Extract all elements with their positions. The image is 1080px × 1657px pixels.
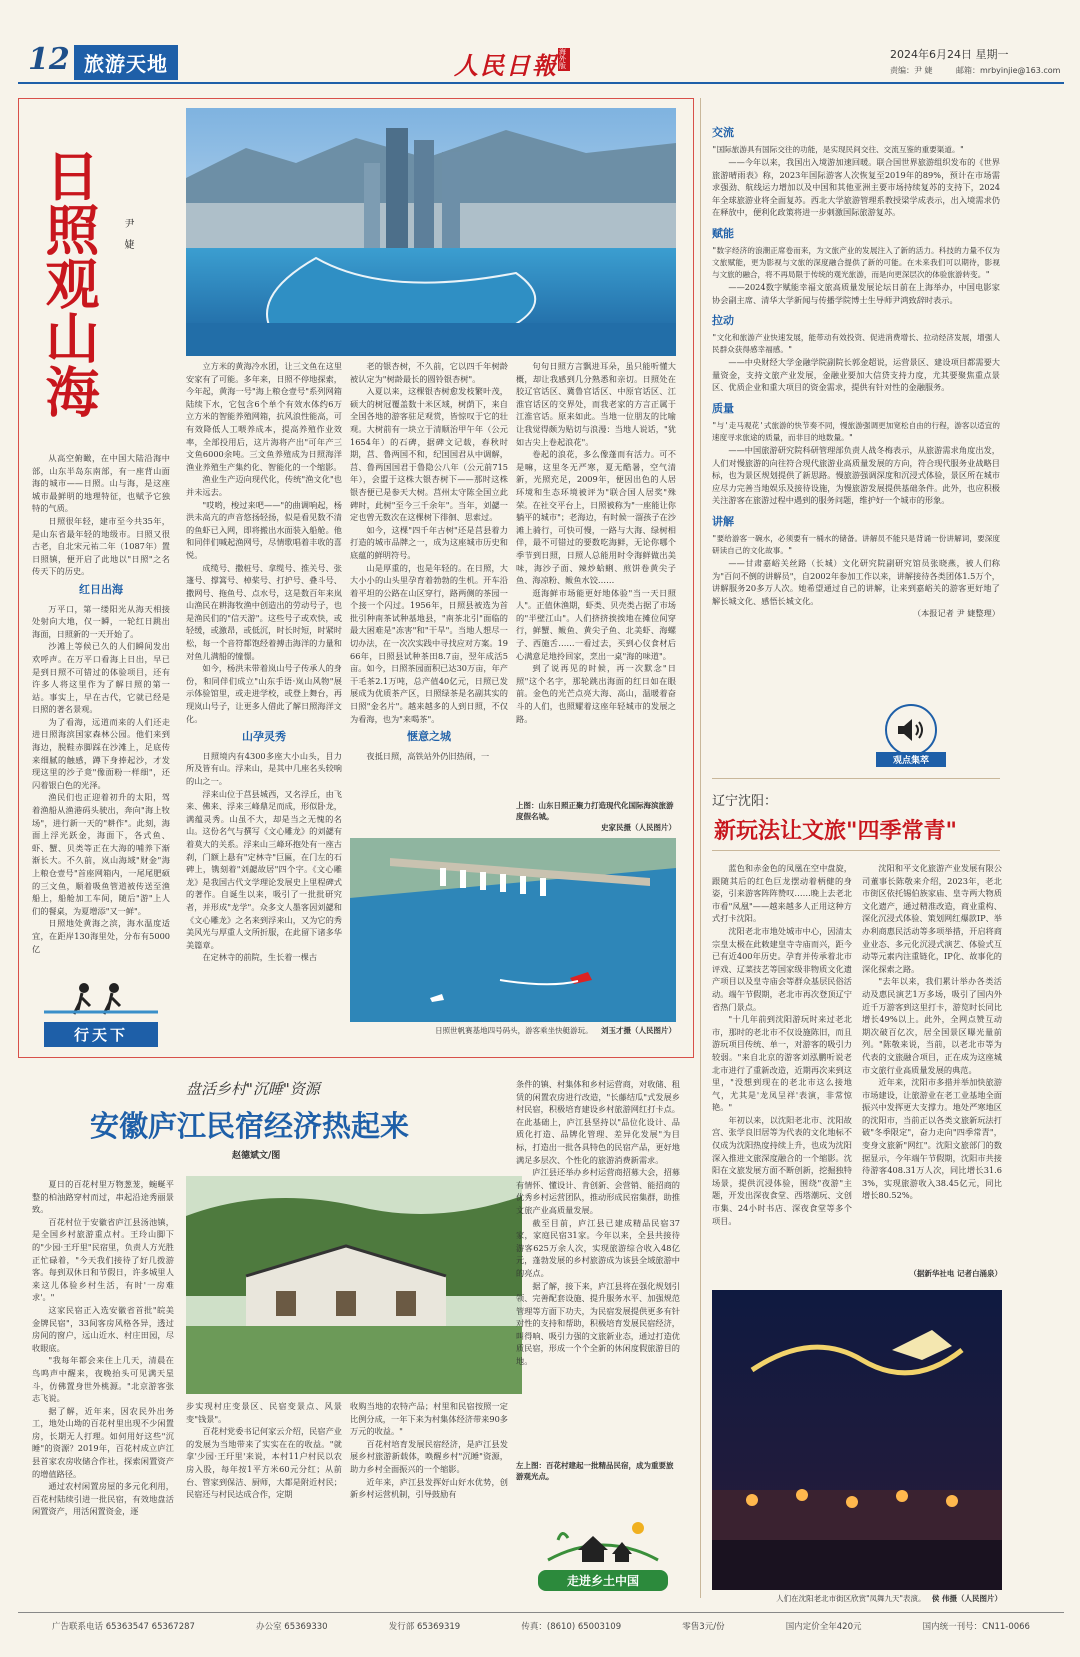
quote-section-title: 交流 [712,126,734,139]
page-header [18,38,1064,82]
quote-body: ——中国旅游研究院科研管理部负责人战冬梅表示，从旅游需求角度出发，人们对慢旅游的向往符合现代旅游业高质量发展的方向，符合现代服务业战略目标，也为景区规划提供了新思路。慢旅游强调深度和沉浸式体验，景区所在城市应尽力完善当地娱乐及接待设施，为慢旅游发展提供基础条件。此外，也应积极关注游客在旅游过程中遇到的服务问题，维护好一个城市的形象。 [712,444,1000,506]
photo-caption-1 [516,800,676,833]
photo-caption-2 [350,1025,676,1036]
paragraph: 日照很年轻，建市至今共35年，是山东省最年轻的地级市。日照又很古老，自北宋元祐二年（1087年）置日照镇，便开启了此地以"日照"之名传天下的历史。 [32,515,170,577]
paragraph: 逛海鲜市场能更好地体验"当一天日照人"。正值休渔期，虾类、贝壳类占据了市场的"半壁江山"。人们挤挤挨挨地在摊位间穿行，鲜蟹、鲅鱼、黄尖子鱼、北美虾、海螺子、西施舌……一看过去，买到心仪食材后心满意足地拎回家，烹出一桌"海的味道"。 [516,587,676,661]
opinion-badge [876,704,946,772]
column-badge-label: 走进乡土中国 [538,1570,668,1591]
paragraph: 截至目前，庐江县已建成精品民宿37家，家庭民宿31家。今年以来，全县共接待游客625万余人次，实现旅游综合收入48亿元，蓬勃发展的乡村旅游成为该县全域旅游中的亮点。 [516,1217,680,1278]
article1-col2 [186,360,342,1040]
photo-credit: 刘玉才摄（人民图片） [601,1026,676,1035]
paragraph: 到了说再见的时候，再一次默念"日照"这个名字，那轮跳出海面的红日如在眼前。金色的光芒点亮大海、高山，温暖着奋斗的人们，也照耀着这座年轻城市的发展之路。 [516,663,676,724]
paragraph: 这家民宿正入选安徽省首批"皖美金牌民宿"，33间客房风格各异，透过房间的窗户，远山近水、村庄田园，尽收眼底。 [32,1304,174,1353]
quote-section-title: 质量 [712,401,734,415]
paragraph: "哎哟，梭过来吧——"的曲调响起，杨洪未高亢的声音悠扬轻扬，似是看见数不清的鱼虾已入网，即将搬出水面装入船舱。他和同伴们喊起渔网号，尽情歌唱着丰收的喜悦。 [186,499,342,560]
quotes-sidebar [712,118,1000,698]
article2-col2 [186,1400,342,1590]
paragraph: "去年以来，我们累计举办各类活动及惠民演艺1万多场，吸引了国内外近千万游客到这里打卡，游览时长同比增长49%以上。此外，全网点赞互动期次破百亿次，居全国景区曝光量前列。"陈敬来说，当前，以老北市等为代表的文旅融合项目，正在成为这座城市文旅行业高质量发展的典范。 [862,976,1002,1075]
quote-body: ——今年以来，我国出入境游加速回暖。联合国世界旅游组织发布的《世界旅游晴雨表》称，2023年国际游客人次恢复至2019年的89%，预计在市场需求强劲、航线运力增加以及中国和其他亚洲主要市场持续复苏的支持下，2024年全球旅游业将全面复苏。西北大学旅游管理系教授梁学成表示，出入境需求仍在释放中，便利化政策将进一步刺激国际旅游复苏。 [712,157,1000,218]
paragraph: 据了解，近年来，因农民外出务工，地处山坳的百花村里出现不少闲置房，长期无人打理。如何用好这些"沉睡"的资源？2019年，百花村成立庐江县首家农房收储合作社，探索闲置资产的增值路径。 [32,1405,174,1479]
paragraph: 百花村党委书记何家云介绍，民宿产业的发展为当地带来了实实在在的收益。"就拿'少园·王玗里'来说，本村11户村民以农房入股，每年按1平方米60元分红；从前台、管家到保洁、厨师，大都是附近村民；民宿还与村民达成合作，定期 [186,1426,342,1500]
quote-text: "国际旅游具有国际交往的功能，是实现民间交往、交流互鉴的重要渠道。" [712,145,965,154]
article3-col2 [862,862,1002,1266]
page-number: 12 [28,42,70,77]
paragraph: 渔业生产迈向现代化，传统"渔文化"也并未远去。 [186,474,342,497]
paragraph: 句句日照方言飘进耳朵，虽只能听懂大概，却让我感到几分熟悉和亲切。日照处在胶辽官话区、冀鲁官话区、中原官话区、江淮官话区的交界处，而我老家的方言正属于江淮官话。原来如此。当地一位朋友的比喻让我觉得颇为贴切与浪漫：当地人说话，"犹如古尖上卷起浪花"。 [516,361,676,447]
paragraph: "十几年前到沈阳游玩时来过老北市，那时的老北市不仅设施陈旧，而且游玩项目传统、单一，对游客的吸引力较弱。"来自北京的游客刘泓鹏听说老北市进行了重新改造，近期再次来到这里，"没想到现在的老北市这么接地气，尤其是'龙凤呈祥'表演，非常惊艳。" [712,1014,852,1113]
footer-price: 零售3元/份 [682,1622,725,1632]
paragraph: 老的银杏树，不久前，它以四千年树龄被认定为"树龄最长的圆铃银杏树"。 [350,361,508,384]
aerial-city-image [186,108,676,356]
photo-caption-4 [712,1593,1002,1604]
article1-col1 [32,452,170,972]
footer [18,1620,1064,1642]
title-rule [712,850,1000,851]
photo-credit: 侯 伟摄（人民图片） [931,1594,1002,1603]
paragraph: 卷起的浪花，多么像蓬而有活力。可不是嘛，这里冬无严寒，夏无酷暑，空气清新，光照充足，2009年，便因出色的人居环境和生态环境被评为"联合国人居奖"殊荣。在社交平台上，日照被称为"一座能让你躺平的城市"；老海边，有时候一溜孩子在沙滩上骑行，可快可慢，一路与大海、绿树相伴，最不可错过的要数吃海鲜，无论你哪个季节到日照，日照人总能用时令海鲜做出美味，海沙子面、辣炒蛤蜊、煎饼卷黄尖子鱼、海凉粉、鲅鱼水饺…… [516,449,676,586]
paragraph: 近年来，庐江县发挥好山好水优势，创新乡村运营机制，引导鼓励有 [350,1476,508,1500]
paragraph: 入夏以来，这棵银杏树愈发枝繁叶茂，硕大的树冠覆盖数十米区域，树荫下，来自全国各地的游客驻足观赏，皆惊叹于它的壮观。大树前有一块立于清顺治甲午年（公元1654年）的石碑，据碑文记载，春秋时期，莒、鲁两国不和，纪国国君从中调解，莒、鲁两国国君于鲁隐公八年（公元前715年），会盟于这株大银杏树下——那时这株银杏便已是参天大树。莒州太守陈全国立此碑时，此树"至今三千余年"。当年，刘勰一定也曾无数次在这棵树下徘徊、思索过。 [350,386,508,523]
paragraph: "我每年都会来住上几天，清晨在鸟鸣声中醒来，夜晚抬头可见满天星斗，仿佛置身世外桃源。"北京游客张志飞说。 [32,1355,174,1404]
caption-text: 人们在沈阳老北市街区欣赏"凤舞九天"表演。 [776,1594,926,1603]
subheading-mountain: 山孕灵秀 [242,730,286,744]
quote-section-title: 讲解 [712,514,734,528]
quote-text: "要给游客一碗水，必须要有一桶水的储备。讲解员不能只是背诵一份讲解词，要深度研读自己的文化故事。" [712,533,1000,555]
photo-caption-3: 左上图：百花村建起一批精品民宿，成为重要旅游观光点。 [516,1461,674,1481]
article2-col1 [32,1178,174,1592]
paragraph: 条件的镇、村集体和乡村运营商，对收储、租赁的闲置农房进行改造，"长藤结瓜"式发展乡村民宿，积极培育建设乡村旅游网红打卡点。在此基础上，庐江县坚持以"品位化设计、品质化打造、品牌化管理、差异化发展"为目标，打造出一批各具特色的民宿产品，更好地满足多层次、个性化的旅游消费新需求。 [516,1079,680,1165]
column-badge-label: 行天下 [44,1022,158,1047]
paragraph: 通过农村闲置房屋的多元化利用，百花村陆续引进一批民宿，有效地盘活闲置资产，用活闲置资金，逐 [32,1481,174,1517]
article-title: 日照观山海 [37,148,100,418]
article2-kicker: 盘活乡村"沉睡"资源 [186,1080,320,1098]
paragraph: 沈阳老北市地处城市中心，因清太宗皇太极在此敕建皇寺寺庙而兴，距今已有近400年历史。孕育并传承着北市评戏、辽菜技艺等国家级非物质文化遗产项目以及皇寺庙会等群众基层民俗活动。端午节假期，老北市再次登顶辽宁省热门景点。 [712,925,852,1012]
subheading-sunrise: 红日出海 [79,582,123,596]
vertical-rule [700,98,701,1598]
paragraph: 成缆号、撒桩号、拿缆号、推关号、张篷号、撑篙号、棹桨号、打护号、叠斗号、撒网号、拖鱼号、点水号，这是数百年来岚山渔民在耕海牧渔中创造出的劳动号子，也是渔民们的"信天游"。这些号子或欢快，或轻缓，或激昂，或低沉，时长时短，时紧时松，每一个音符都饱经着搏击海洋的力量和对鱼儿满船的憧憬。 [186,562,342,661]
section-name: 旅游天地 [74,45,178,80]
paragraph: 沈阳和平文化旅游产业发展有限公司董事长陈敬来介绍，2023年，老北市街区依托锡伯族家庙、皇寺两大物质文化遗产，通过精准改造，商业重构、深化沉浸式体验、策划网红爆款IP、举办利商惠民活动等多项举措，开启将商业业态、多元化沉浸式演艺、体验式互动等元素内注重链化，IP化、故事化的深化探索之路。 [862,863,1002,974]
quote-section-title: 拉动 [712,314,734,328]
paragraph: 步实现村庄变景区、民宿变景点、风景变"钱景"。 [186,1401,342,1424]
photo-shenyang-night [712,1290,1002,1590]
article3-col1 [712,862,852,1286]
paragraph: 夜抵日照，高铁站外仍旧热闹，一 [366,750,490,761]
quote-body: ——中央财经大学金融学院副院长郭金超说，运营景区、建设项目都需要大量资金，支持文旅产业发展，金融业要加大信贷支持力度，尤其要聚焦重点景区、优质企业和重大项目的资金需求，提供有针对性的金融服务。 [712,357,1000,393]
quote-body: ——2024数字赋能幸福文旅高质量发展论坛日前在上海举办，中国电影家协会副主席、清华大学新闻与传播学院博士生导师尹鸿致辞时表示。 [712,281,1000,305]
article2-author: 赵德斌文/图 [232,1151,281,1161]
paragraph: 山是厚重的，也是年轻的。在日照，大大小小的山头里孕育着勃勃的生机。开车沿着平坦的公路在山区穿行，路两侧的茶园一个接一个闪过。1956年，日照县被选为首批引种南茶试种基地县，"南茶北引"面临的最大困难是"冻害"和"干旱"。当地人想尽一切办法，在一次次实践中寻找应对方案。1966年，日照县试种茶田8.7亩，翌年成活5亩。如今，日照茶园面积已达30万亩，年产干毛茶2.1万吨，总产值40亿元，日照已发展成为优质茶产区，日照绿茶是名副其实的日照"金名片"。越来越多的人到日照，不仅为看海，也为"来喝茶"。 [350,562,508,724]
photo-homestay [186,1176,522,1394]
article3-title: 新玩法让文旅"四季常青" [714,819,957,844]
paragraph: 收购当地的农特产品；村里和民宿按照一定比例分成，一年下来为村集体经济带来90多万元的收益。" [350,1401,508,1437]
speaker-icon [885,704,937,756]
column-badge-xiangtu [538,1510,668,1588]
paragraph: 日照地处黄海之滨，海水温度适宜，在距岸130海里处，分布有5000亿 [32,918,170,954]
column-badge-xingtianxia [44,978,158,1044]
header-rule [18,82,1064,84]
sidebar-rule [712,778,1000,779]
paragraph: 从高空俯瞰，在中国大陆沿海中部，山东半岛东南部，有一座背山面海的城市——日照。山与海，是这座城市最鲜明的地理特征，也赋予它独特的气质。 [32,453,170,514]
article1-col4 [516,360,676,780]
signoff: （本报记者 尹 婕整理） [912,608,1000,619]
paragraph: 如今，杨洪未带着岚山号子传承人的身份，和同伴们成立"山东手语·岚山风物"展示体验馆里，或走进学校，或登上舞台，再现岚山号子，让更多人借此了解日照海洋文化。 [186,663,342,724]
article3-kicker: 辽宁沈阳： [712,794,778,809]
footer-annual: 国内定价全年420元 [785,1622,862,1632]
paragraph: 百花村培育发展民宿经济，是庐江县发展乡村旅游新载体，唤醒乡村"沉睡"资源，助力乡村全面振兴的一个缩影。 [350,1438,508,1474]
article3-credit: （据新华社电 记者白涌泉） [909,1269,1002,1278]
article-author: 尹 婕 [122,218,133,254]
paragraph: 庐江县还举办乡村运营商招募大会，招募有情怀、懂设计、肯创新、会营销、能招商的优秀乡村运营团队，推动形成民宿集群，助推文旅产业高质量发展。 [516,1167,680,1215]
paragraph: 夏日的百花村里万物葱茏，蜿蜒平整的柏油路穿村而过，串起沿途秀丽景致。 [32,1179,174,1215]
quote-text: "与'走马观花'式旅游的快节奏不同，慢旅游强调更加宽松自由的行程，游客以适宜的速度寻求旅途的质量，而非目的地数量。" [712,420,1000,442]
caption-text: 日照世帆赛基地四号码头，游客乘坐快艇游玩。 [435,1026,593,1035]
paragraph: 日照境内有4300多座大小山头，目力所及皆有山。浮来山，是其中几座名头较响的山之一。 [186,750,342,786]
paragraph: 沙滩上等候已久的人们瞬间发出欢呼声。在万平口看海上日出，早已是到日照不可错过的体验项目，还有许多人将这里作为了解日照的第一站。事实上，早在古代，它就已经是日照的著名景观。 [32,641,170,715]
footer-ad-phone: 广告联系电话 65363547 65367287 [52,1622,195,1632]
marina-image [350,838,676,1022]
footer-issn: 国内统一刊号：CN11-0066 [922,1622,1030,1632]
article2-col3 [350,1400,508,1590]
photo-credit: 史家民摄（人民图片） [601,823,676,832]
article2-title: 安徽庐江民宿经济热起来 [90,1109,410,1143]
subheading-city: 惬意之城 [407,730,451,744]
quote-text: "数字经济的浪潮正席卷而来，为文旅产业的发展注入了新的活力。科技的力量不仅为文旅赋能，更为影视与文旅的深度融合提供了新的可能。在未来我们可以期待，影视与文旅的融合，将不再局限于传统的观光旅游，而是向更深层次的体验旅游转变。" [712,245,1000,279]
paragraph: 百花村位于安徽省庐江县汤池镇，是全国乡村旅游重点村。王玲山脚下的"少园·王玗里"民宿里，负责人方光胜正忙碌着，"今天我们接待了好几拨游客。每到双休日和节假日，许多城里人来这儿体验乡村生活，有时'一房难求'。" [32,1216,174,1303]
paragraph: 浮来山位于莒县城西，又名浮丘，由飞来、佛来、浮来三峰鼎足而成，形似卧龙，满蕴灵秀。山虽不大，却是当之无愧的名山。这份名气与撰写《文心雕龙》的刘勰有着莫大的关系。浮来山三峰环抱处有一座古刹，门额上悬有"定林寺"巨匾，在门左的石碑上，镌刻着"刘勰故居"四个字。《文心雕龙》是我国古代文学理论发展史上里程碑式的著作。自诞生以来，吸引了一批批研究者，并形成"龙学"。众多文人墨客因刘勰和《文心雕龙》之名来到浮来山，又为它的秀美风光与厚重人文所折服，在此留下诸多华美篇章。 [186,788,342,950]
article2-col4 [516,1078,680,1454]
paragraph: 如今，这棵"四千年古树"还是莒县着力打造的城市品牌之一，成为这座城市历史和底蕴的鲜明符号。 [350,524,508,560]
date-line: 2024年6月24日 星期一 [890,48,1009,61]
footer-fax: 传真：(8610) 65003109 [521,1622,622,1632]
paragraph: 渔民们也正迎着初升的太阳，驾着渔船从渔港码头驶出，奔向"海上牧场"，进行新一天的"耕作"。此刻，海面上浮光跃金，海面下，各式鱼、虾、蟹、贝类等正在大海的哺养下渐渐长大。不久前，岚山海域"财金"海上粮仓壹号"首座网箱内，一尾尾肥硕的三文鱼，顺着吸鱼管道被传送至渔船上，船舱加工车间，随后"游"上人们的餐桌，为夏增添"又一鲜"。 [32,792,170,916]
homestay-image [186,1176,522,1394]
paragraph: 蓝色和赤金色的凤凰在空中盘旋，跟随其后的红色巨龙摆动着柄健的身姿，引来游客阵阵赞叹……晚上去老北市看"凤凰"——越来越多人正用这种方式打卡沈阳。 [712,863,852,924]
paragraph: 在定林寺的前院，生长着一棵古 [202,952,318,963]
email-line: 邮箱：mrbyinjie@163.com [956,66,1061,75]
paragraph: 年初以来，以沈阳老北市、沈阳故宫、张学良旧居等为代表的文化地标不仅成为沈阳热度持续上升，也成为沈阳深入推进文旅深度融合的一个缩影。沈阳在文旅发展方面不断创新，挖掘独特场景，提供沉浸体验，围绕"夜游"主题，开发出深夜食堂、西塔潮玩、文创市集、24小时书店、深夜食堂等多个项目。 [712,1114,852,1226]
hikers-icon [44,978,158,1018]
photo-marina [350,838,676,1022]
quote-section-title: 赋能 [712,226,734,240]
paragraph: 立方米的黄海冷水团，让三文鱼在这里安家有了可能。多年来，日照不停地探索，今年起，黄海一号"海上粮仓壹号"系列网箱陆续下水，它包含6个单个有效水体约6万立方米的智能养殖网箱，抗风浪性能高，可有效降低人工喂养成本，提高养殖作业效率，全部投用后，这片海将产出"可年产三文鱼6000余吨。三文鱼养殖成为日照海洋渔业养殖生产集约化、智能化的一个缩影。 [186,361,342,472]
village-icon [538,1510,668,1566]
paragraph: 据了解，接下来，庐江县将在强化规划引领、完善配套设施、提升服务水平、加强规范管理等方面下功夫，为民宿发展提供更多有针对性的支持和帮助，积极培育发展民宿经济，叫得响、吸引力强的文旅新业态，通过打造优质民宿，形成一个个全新的休闲度假旅游目的地。 [516,1280,680,1367]
paragraph: 近年来，沈阳市多措并举加快旅游市场建设，让旅游业在老工业基地全面振兴中发挥更大支撑力。地处严寒地区的沈阳市，当前正以各类文旅新玩法打破"冬季限定"，奋力走向"四季常青"，变身文旅新"网红"。沈阳文旅部门的数据显示，今年端午节假期，沈阳市共接待游客408.31万人次，同比增长31.63%，实现旅游收入38.45亿元，同比增长80.52%。 [862,1077,1002,1201]
photo-rizhao-aerial [186,108,676,356]
footer-office: 办公室 65369330 [256,1622,328,1632]
quote-body: ——甘肃嘉峪关丝路（长城）文化研究院副研究馆员张晓燕，被人们称为"百问不倒的讲解员"，自2002年参加工作以来，讲解接待各类团体1.5万个，讲解服务20多万人次。她希望通过自己的讲解，让来到嘉峪关的游客更好地了解长城文化、感悟长城文化。 [712,557,1000,606]
article1-col3 [350,360,508,800]
masthead: 人民日報 [454,51,558,80]
edition-badge: 海外版 [558,48,570,71]
night-show-image [712,1290,1002,1590]
editor-line: 责编：尹 婕 [890,66,933,75]
paragraph: 为了看海，远道而来的人们还走进日照海滨国家森林公园。他们来到海边，脱鞋赤脚踩在沙滩上，足底传来细腻的触感，蹲下身捧起沙，才发现这里的沙子竟"像面粉一样细"，还闪着银白色的光泽。 [32,716,170,790]
footer-distribution: 发行部 65369319 [388,1622,461,1632]
opinion-badge-label: 观点集萃 [876,752,946,767]
quote-text: "文化和旅游产业快速发展，能带动有效投资、促进消费增长、拉动经济发展，增强人民群众获得感幸福感。" [712,333,1000,355]
paragraph: 万平口，第一缕阳光从海天相接处射向大地，仅一瞬，一轮红日跳出海面，日照新的一天开始了。 [32,603,170,639]
caption-text: 上图：山东日照正聚力打造现代化国际海滨旅游度假名城。 [516,801,674,821]
footer-rule [18,1612,1064,1613]
